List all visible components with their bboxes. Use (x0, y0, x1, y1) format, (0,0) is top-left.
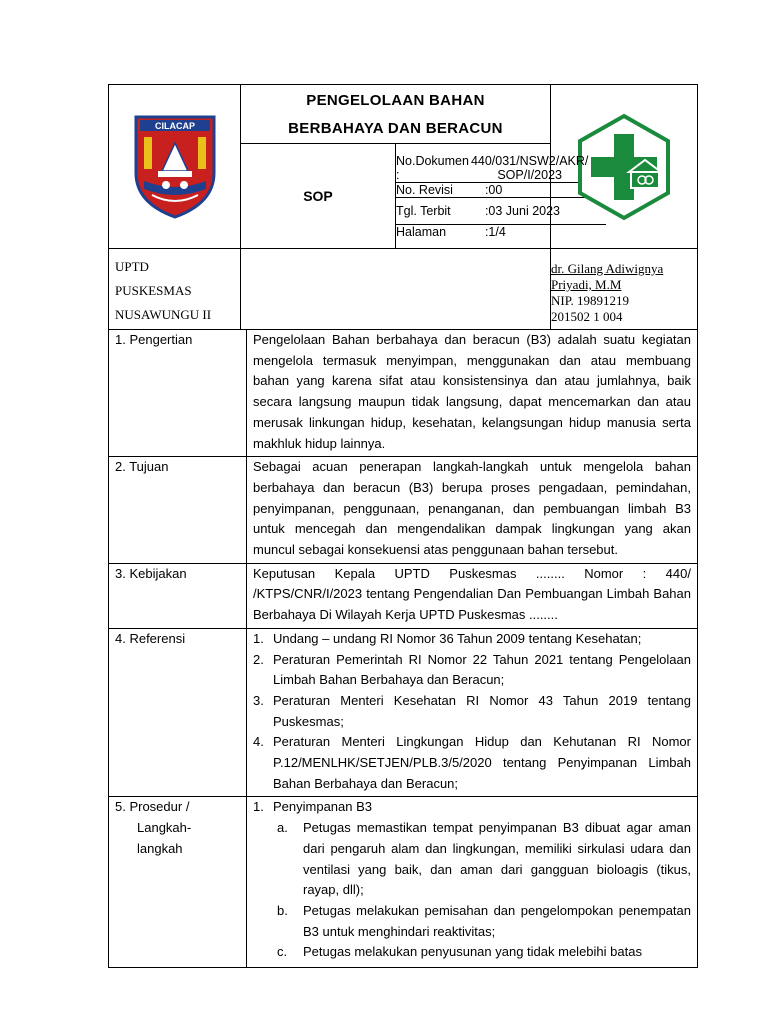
sublist-text: Petugas melakukan penyusunan yang tidak melebihi batas (303, 944, 642, 960)
section-text: Pengelolaan Bahan berbahaya dan beracun (B3) adalah suatu kegiatan mengelola termasuk menyimpan, menggunakan dan atau membuang bahan yang karena sifat atau konsistensinya dan atau jumlahnya, baik secara langsung maupun tidak langsung, dapat mencemarkan dan atau merusak linkungan hidup, kesehatan, kelangsungan hidup manusia serta makhluk hidup lainnya. (247, 330, 698, 457)
crest-text: CILACAP (154, 120, 195, 131)
signer-name-line-2: Priyadi, M.M (551, 277, 622, 292)
title-line-1: PENGELOLAAN BAHAN (306, 92, 485, 109)
sop-document (108, 84, 698, 968)
sop-body-table (108, 329, 698, 968)
section-label (109, 797, 247, 968)
sublist-item (277, 942, 691, 963)
section-list-cell (247, 797, 698, 968)
sublist-letter: c. (277, 944, 288, 960)
blank-cell (241, 249, 551, 330)
list-title: Penyimpanan B3 (273, 799, 373, 815)
reference-list (253, 629, 691, 795)
meta-key-halaman: Halaman (396, 224, 447, 239)
section-label: 3. Kebijakan (109, 563, 247, 628)
section-text: Keputusan Kepala UPTD Puskesmas ........ Nomor : 440/ /KTPS/CNR/I/2023 tentang Pengendalian Dan Pembuangan Limbah Bahan Berbahaya Di Wilayah Kerja UPTD Puskesmas ........ (247, 563, 698, 628)
sublist-item (277, 901, 691, 942)
section-text: Sebagai acuan penerapan langkah-langkah untuk mengelola bahan berbahaya dan beracun (B3) berupa proses pengadaan, pemindahan, penyimpanan, penggunaan, penanganan, dan pembuangan limbah B3 untuk mencegah dan mengendalikan dampak lingkungan yang akan muncul sebagai konsekuensi atas penggunaan bahan tersebut. (247, 457, 698, 564)
sublist-item (277, 818, 691, 901)
meta-key-nodokumen: No.Dokumen : (396, 153, 469, 182)
section-tujuan (109, 457, 698, 564)
list-item (253, 650, 691, 691)
section-kebijakan (109, 563, 698, 628)
meta-key-terbit: Tgl. Terbit (396, 197, 469, 224)
list-text: Peraturan Menteri Kesehatan RI Nomor 43 Tahun 2019 tentang Puskesmas; (273, 692, 691, 729)
organization-cell (109, 249, 241, 330)
procedure-list (253, 797, 691, 818)
meta-value-line-2: SOP/I/2023 (497, 167, 562, 182)
list-item (253, 732, 691, 794)
signer-nip-line-2: 201502 1 004 (551, 309, 623, 324)
list-number: 2. (253, 651, 264, 667)
sublist-text: Petugas memastikan tempat penyimpanan B3 dibuat agar aman dari pengaruh alam dan lingkungan, memiliki sirkulasi udara dan ventilasi yang baik, dan aman dari gangguan bioloagis (tikus, rayap, dll); (303, 820, 691, 898)
list-item (253, 797, 691, 818)
header-table (108, 84, 698, 330)
list-text: Undang – undang RI Nomor 36 Tahun 2009 tentang Kesehatan; (273, 630, 642, 646)
list-text: Peraturan Pemerintah RI Nomor 22 Tahun 2021 tentang Pengelolaan Limbah Bahan Berbahaya dan Beracun; (273, 651, 691, 688)
title-line-2: BERBAHAYA DAN BERACUN (288, 120, 503, 137)
list-number: 3. (253, 692, 264, 708)
section-label: 4. Referensi (109, 628, 247, 797)
sublist-letter: a. (277, 820, 288, 836)
document-meta (396, 154, 606, 239)
label-line-2: Langkah- (137, 820, 192, 836)
document-meta-cell (396, 144, 589, 249)
cilacap-crest-icon (132, 115, 218, 219)
section-referensi (109, 628, 698, 797)
regency-logo-cell (109, 85, 241, 249)
list-item (253, 629, 691, 650)
sop-label: SOP (241, 144, 396, 249)
list-number: 1. (253, 630, 264, 646)
label-line-3: langkah (137, 840, 183, 856)
sublist-text: Petugas melakukan pemisahan dan pengelompokan penempatan B3 untuk menghindari reaktivitas; (303, 902, 691, 939)
signer-name-line-1: dr. Gilang Adiwignya (551, 261, 664, 276)
meta-value-revisi: :00 (469, 182, 606, 197)
signature-cell (551, 249, 698, 330)
list-text: Peraturan Menteri Lingkungan Hidup dan Kehutanan RI Nomor P.12/MENLHK/SETJEN/PLB.3/5/2020 tentang Penyimpanan Limbah Bahan Berbahaya dan Beracun; (273, 734, 691, 791)
org-line-3: NUSAWUNGU II (115, 307, 212, 322)
sublist-letter: b. (277, 902, 288, 918)
document-title (241, 85, 550, 143)
section-label: 1. Pengertian (109, 330, 247, 457)
meta-value-halaman: :1/4 (484, 224, 506, 239)
list-number: 1. (253, 799, 264, 815)
label-line-1: 5. Prosedur / (115, 799, 190, 815)
list-item (253, 691, 691, 732)
org-line-1: UPTD (115, 259, 149, 274)
procedure-sublist (253, 818, 691, 963)
meta-key-revisi: No. Revisi (396, 182, 469, 197)
section-list-cell (247, 628, 698, 797)
section-label: 2. Tujuan (109, 457, 247, 564)
meta-value-line-1: 440/031/NSW2/AKR/ (470, 153, 589, 168)
meta-value-terbit: :03 Juni 2023 (469, 197, 606, 224)
list-number: 4. (253, 734, 264, 750)
signer-nip-line-1: NIP. 19891219 (551, 293, 630, 308)
title-cell (241, 85, 551, 144)
org-line-2: PUSKESMAS (115, 283, 192, 298)
section-prosedur (109, 797, 698, 968)
section-pengertian (109, 330, 698, 457)
